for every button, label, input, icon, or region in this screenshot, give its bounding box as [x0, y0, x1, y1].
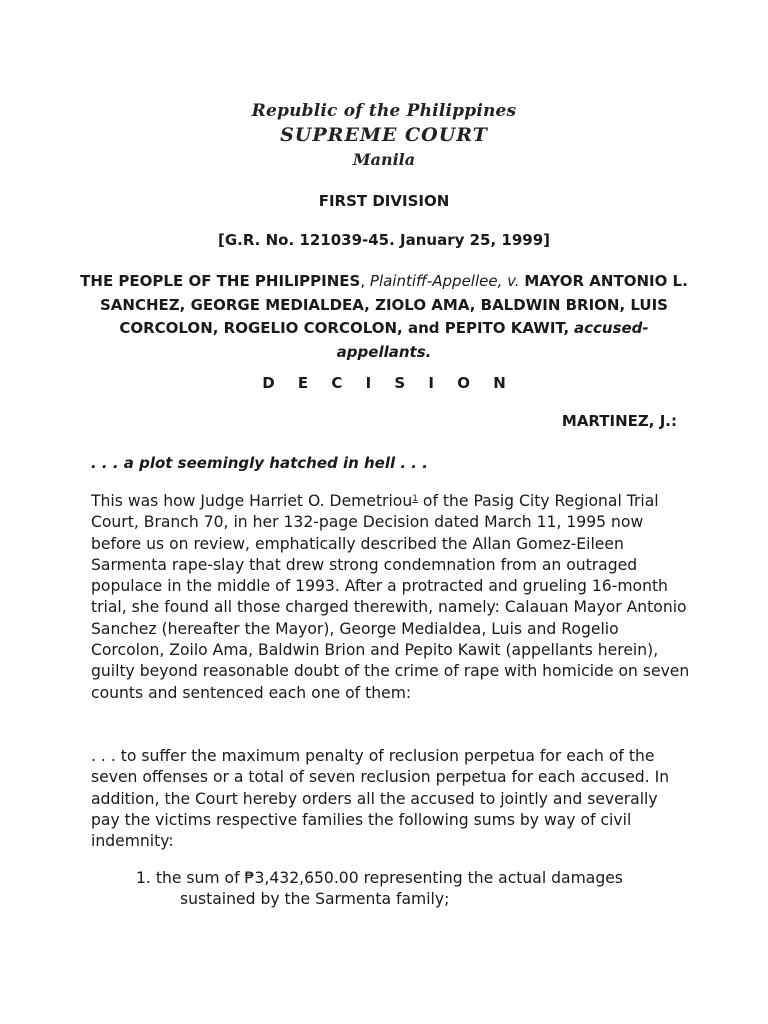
damages-list: [136, 868, 696, 911]
list-item: [136, 868, 696, 911]
paragraph-1: [91, 491, 691, 704]
case-number: [G.R. No. 121039-45. January 25, 1999]: [217, 231, 550, 249]
list-item-line2: sustained by the Sarmenta family;: [180, 890, 450, 909]
decision-heading: D E C I S I O N: [262, 374, 515, 392]
case-caption: THE PEOPLE OF THE PHILIPPINES, Plaintiff-Appellee, v. MAYOR ANTONIO L. SANCHEZ, GEORGE MEDIALDEA, ZIOLO AMA, BALDWIN BRION, LUIS CORCOLON, ROGELIO CORCOLON, and PEPITO KAWIT, accused-appellants.: [80, 272, 688, 361]
footnote-link[interactable]: 1: [412, 494, 418, 504]
plaintiff-name: THE PEOPLE OF THE PHILIPPINES: [80, 272, 361, 290]
masthead-court: SUPREME COURT: [280, 124, 488, 146]
paragraph-1-lead: This was how Judge Harriet O. Demetriou: [91, 492, 413, 510]
plaintiff-role: Plaintiff-Appellee, v.: [369, 272, 520, 290]
ponente: MARTINEZ, J.:: [561, 412, 677, 430]
list-item-line1: the sum of ₱3,432,650.00 representing the actual damages: [155, 869, 623, 887]
list-item-number: 1.: [136, 869, 151, 887]
accused-role: accused-appellants.: [336, 319, 649, 361]
masthead-city: Manila: [352, 150, 416, 169]
paragraph-1-body: of the Pasig City Regional Trial Court, Branch 70, in her 132-page Decision dated March 11, 1995 now before us on review, emphatically described the Allan Gomez-Eileen Sarmenta rape-slay that drew strong condemnation from an outraged populace in the middle of 1993. After a protracted and grueling 16-month trial, she found all those charged therewith, namely: Calauan Mayor Antonio Sanchez (hereafter the Mayor), George Medialdea, Luis and Rogelio Corcolon, Zoilo Ama, Baldwin Brion and Pepito Kawit (appellants herein), guilty beyond reasonable doubt of the crime of rape with homicide on seven counts and sentenced each one of them:: [91, 492, 690, 702]
accused-names: MAYOR ANTONIO L. SANCHEZ, GEORGE MEDIALDEA, ZIOLO AMA, BALDWIN BRION, LUIS CORCOLON, ROGELIO CORCOLON, and PEPITO KAWIT,: [100, 272, 688, 337]
masthead-republic: Republic of the Philippines: [251, 101, 517, 121]
division-heading: FIRST DIVISION: [318, 192, 450, 210]
epigraph: . . . a plot seemingly hatched in hell . . .: [91, 454, 428, 472]
paragraph-2: . . . to suffer the maximum penalty of reclusion perpetua for each of the seven offenses or a total of seven reclusion perpetua for each accused. In addition, the Court hereby orders all the accused to jointly and severally pay the victims respective families the following sums by way of civil indemnity:: [91, 747, 670, 851]
